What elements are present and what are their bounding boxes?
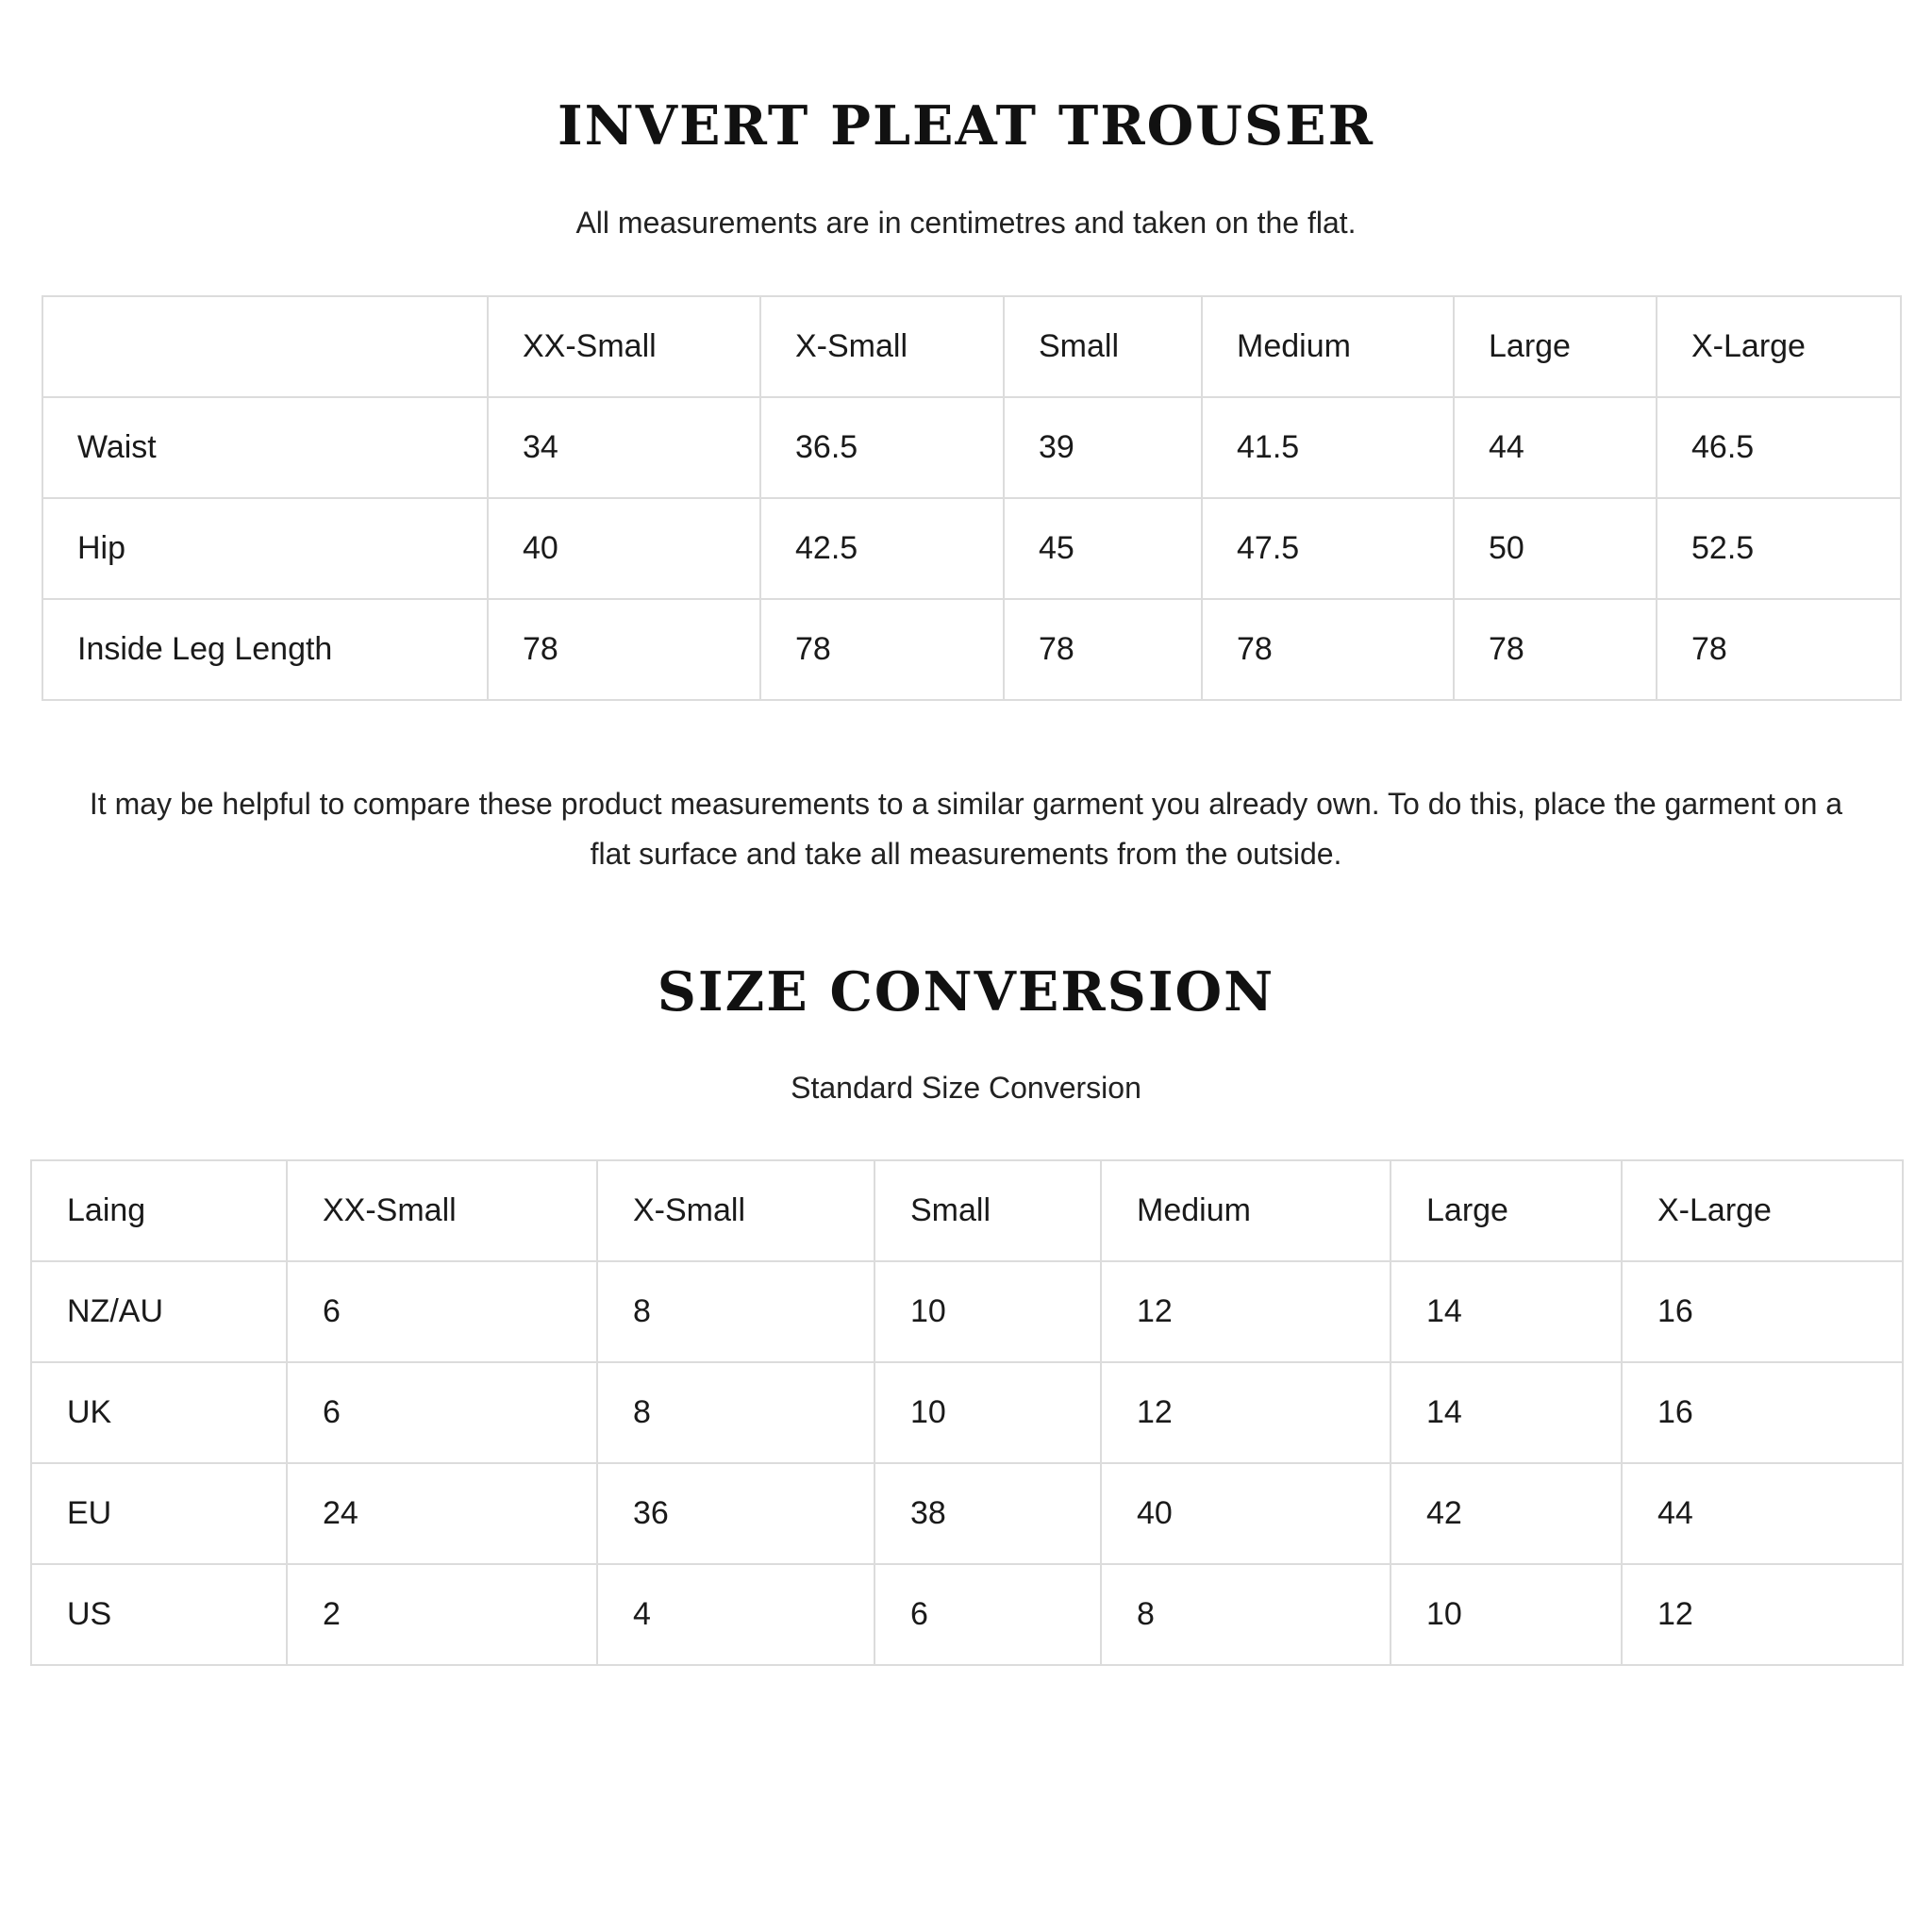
size-conversion-title: SIZE CONVERSION	[657, 960, 1275, 1024]
table-cell: 78	[488, 599, 760, 700]
table-cell: 14	[1391, 1362, 1622, 1463]
table-cell: 4	[597, 1564, 874, 1665]
table-row	[31, 1362, 1903, 1463]
table-cell: 12	[1101, 1261, 1391, 1362]
table-cell: 40	[1101, 1463, 1391, 1564]
table-cell: 50	[1454, 498, 1657, 599]
header-cell: Large	[1454, 296, 1657, 397]
table-row	[31, 1463, 1903, 1564]
table-cell: 45	[1004, 498, 1202, 599]
table-cell: 78	[760, 599, 1004, 700]
table-cell: 78	[1004, 599, 1202, 700]
table-cell: 78	[1202, 599, 1454, 700]
row-label: Waist	[42, 397, 488, 498]
row-label: Inside Leg Length	[42, 599, 488, 700]
header-cell: Medium	[1202, 296, 1454, 397]
table-cell: 10	[874, 1362, 1101, 1463]
row-label: UK	[31, 1362, 287, 1463]
table-cell: 36.5	[760, 397, 1004, 498]
table-cell: 47.5	[1202, 498, 1454, 599]
table-header-row	[42, 296, 1901, 397]
table-cell: 2	[287, 1564, 597, 1665]
header-cell: XX-Small	[488, 296, 760, 397]
header-cell: Medium	[1101, 1160, 1391, 1261]
table-row	[31, 1564, 1903, 1665]
table-cell: 46.5	[1657, 397, 1901, 498]
table-cell: 39	[1004, 397, 1202, 498]
table-cell: 8	[597, 1261, 874, 1362]
header-cell: Small	[1004, 296, 1202, 397]
row-label: EU	[31, 1463, 287, 1564]
table-cell: 24	[287, 1463, 597, 1564]
header-cell: X-Large	[1622, 1160, 1903, 1261]
table-cell: 6	[287, 1362, 597, 1463]
header-cell: X-Large	[1657, 296, 1901, 397]
header-cell: Small	[874, 1160, 1101, 1261]
table-header-row	[31, 1160, 1903, 1261]
table-cell: 36	[597, 1463, 874, 1564]
table-cell: 6	[287, 1261, 597, 1362]
table-cell: 12	[1622, 1564, 1903, 1665]
table-cell: 10	[1391, 1564, 1622, 1665]
table-cell: 44	[1454, 397, 1657, 498]
header-cell: Laing	[31, 1160, 287, 1261]
table-cell: 8	[597, 1362, 874, 1463]
table-cell: 52.5	[1657, 498, 1901, 599]
row-label: US	[31, 1564, 287, 1665]
table-cell: 44	[1622, 1463, 1903, 1564]
header-cell: XX-Small	[287, 1160, 597, 1261]
table-row	[42, 599, 1901, 700]
table-cell: 8	[1101, 1564, 1391, 1665]
table-cell: 6	[874, 1564, 1101, 1665]
header-cell	[42, 296, 488, 397]
row-label: Hip	[42, 498, 488, 599]
size-conversion-table	[30, 1159, 1904, 1666]
size-guide-title: INVERT PLEAT TROUSER	[558, 94, 1374, 158]
table-cell: 42	[1391, 1463, 1622, 1564]
row-label: NZ/AU	[31, 1261, 287, 1362]
table-cell: 40	[488, 498, 760, 599]
table-cell: 78	[1454, 599, 1657, 700]
table-cell: 12	[1101, 1362, 1391, 1463]
header-cell: X-Small	[597, 1160, 874, 1261]
table-row	[42, 397, 1901, 498]
header-cell: Large	[1391, 1160, 1622, 1261]
table-cell: 38	[874, 1463, 1101, 1564]
header-cell: X-Small	[760, 296, 1004, 397]
conversion-subtitle: Standard Size Conversion	[791, 1071, 1141, 1105]
measurement-tip: It may be helpful to compare these product measurements to a similar garment you already own. To do this, place the garment on a flat surface and take all measurements from the outside.	[89, 787, 1843, 871]
table-row	[42, 498, 1901, 599]
table-cell: 16	[1622, 1362, 1903, 1463]
measurements-subtitle: All measurements are in centimetres and taken on the flat.	[575, 206, 1357, 240]
measurements-table	[42, 295, 1902, 701]
table-cell: 42.5	[760, 498, 1004, 599]
table-cell: 78	[1657, 599, 1901, 700]
table-cell: 14	[1391, 1261, 1622, 1362]
table-row	[31, 1261, 1903, 1362]
table-cell: 16	[1622, 1261, 1903, 1362]
table-cell: 41.5	[1202, 397, 1454, 498]
table-cell: 10	[874, 1261, 1101, 1362]
table-cell: 34	[488, 397, 760, 498]
